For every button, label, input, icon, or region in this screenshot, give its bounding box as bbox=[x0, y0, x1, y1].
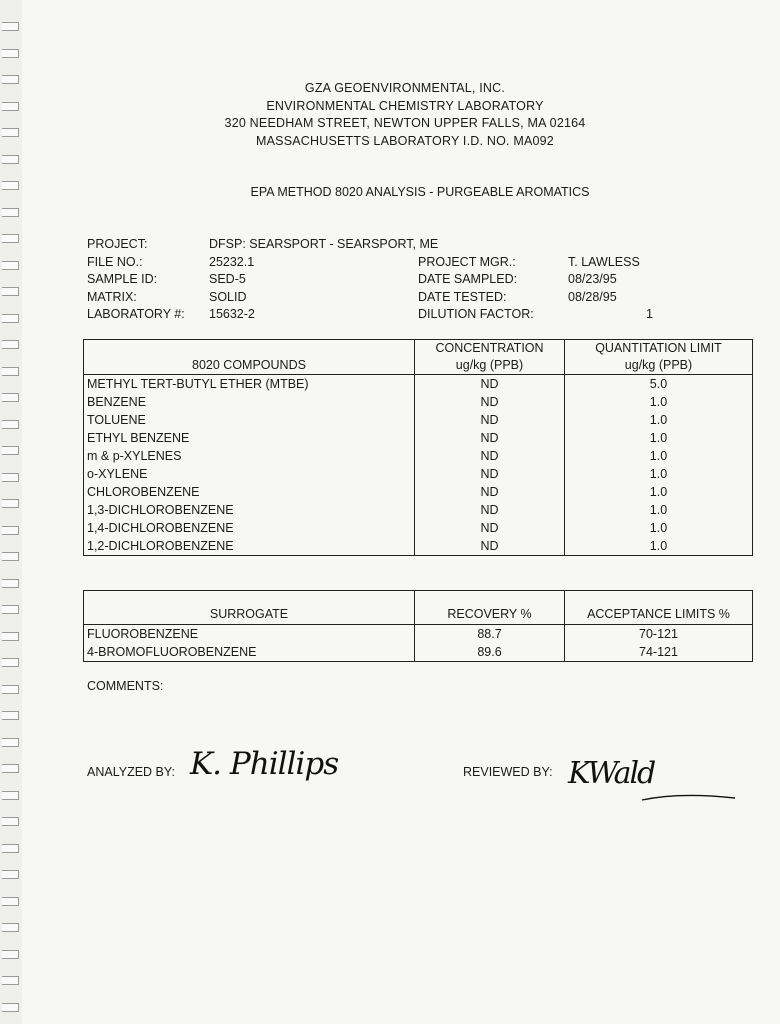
reviewed-by-label: REVIEWED BY: bbox=[463, 765, 553, 779]
matrix-label: MATRIX: bbox=[87, 289, 137, 304]
quantitation-value: 1.0 bbox=[565, 465, 753, 483]
table-row bbox=[84, 393, 753, 411]
reviewed-signature: KWald bbox=[568, 756, 655, 791]
table-row bbox=[84, 501, 753, 519]
compound-name: m & p-XYLENES bbox=[84, 447, 415, 465]
analyzed-by-label: ANALYZED BY: bbox=[87, 765, 175, 779]
compounds-header-row bbox=[84, 340, 753, 375]
quantitation-value: 1.0 bbox=[565, 483, 753, 501]
table-row bbox=[84, 411, 753, 429]
sample-value: SED-5 bbox=[209, 272, 246, 287]
table-row bbox=[84, 429, 753, 447]
table-row bbox=[84, 643, 753, 662]
sampled-value: 08/23/95 bbox=[568, 272, 617, 287]
compound-name: 1,3-DICHLOROBENZENE bbox=[84, 501, 415, 519]
table-row bbox=[84, 375, 753, 394]
acceptance-col-header: ACCEPTANCE LIMITS % bbox=[565, 591, 753, 625]
compound-name: ETHYL BENZENE bbox=[84, 429, 415, 447]
recovery-value: 88.7 bbox=[415, 625, 565, 644]
table-row bbox=[84, 447, 753, 465]
compound-name: 1,2-DICHLOROBENZENE bbox=[84, 537, 415, 556]
project-label: PROJECT: bbox=[87, 237, 148, 251]
report-header bbox=[0, 80, 780, 150]
signature-underline bbox=[640, 790, 740, 804]
table-row bbox=[84, 483, 753, 501]
quantitation-value: 1.0 bbox=[565, 501, 753, 519]
surrogate-col-header: SURROGATE bbox=[84, 591, 415, 625]
compound-name: TOLUENE bbox=[84, 411, 415, 429]
quantitation-value: 1.0 bbox=[565, 447, 753, 465]
compound-name: CHLOROBENZENE bbox=[84, 483, 415, 501]
table-row bbox=[84, 625, 753, 644]
concentration-value: ND bbox=[415, 483, 565, 501]
labno-value: 15632-2 bbox=[209, 307, 255, 322]
concentration-value: ND bbox=[415, 537, 565, 556]
sample-label: SAMPLE ID: bbox=[87, 272, 158, 287]
info-values-right bbox=[568, 254, 653, 324]
lab-id: MASSACHUSETTS LABORATORY I.D. NO. MA092 bbox=[256, 133, 554, 148]
surrogate-table bbox=[83, 590, 753, 662]
quantitation-value: 1.0 bbox=[565, 537, 753, 556]
file-label: FILE NO.: bbox=[87, 254, 143, 269]
method-title: EPA METHOD 8020 ANALYSIS - PURGEABLE AROMATICS bbox=[250, 185, 590, 199]
concentration-col-header: CONCENTRATION ug/kg (PPB) bbox=[415, 340, 565, 375]
acceptance-value: 70-121 bbox=[565, 625, 753, 644]
quantitation-value: 1.0 bbox=[565, 429, 753, 447]
concentration-value: ND bbox=[415, 447, 565, 465]
quantitation-value: 1.0 bbox=[565, 393, 753, 411]
info-labels-left bbox=[87, 236, 185, 324]
concentration-value: ND bbox=[415, 411, 565, 429]
recovery-col-header: RECOVERY % bbox=[415, 591, 565, 625]
matrix-value: SOLID bbox=[209, 289, 247, 304]
table-row bbox=[84, 465, 753, 483]
compound-name: 1,4-DICHLOROBENZENE bbox=[84, 519, 415, 537]
tested-label: DATE TESTED: bbox=[418, 289, 507, 304]
compounds-col-header: 8020 COMPOUNDS bbox=[84, 340, 415, 375]
labno-label: LABORATORY #: bbox=[87, 307, 185, 322]
compound-name: METHYL TERT-BUTYL ETHER (MTBE) bbox=[84, 375, 415, 394]
table-row bbox=[84, 519, 753, 537]
concentration-value: ND bbox=[415, 429, 565, 447]
surrogate-header-row bbox=[84, 591, 753, 625]
project-value: DFSP: SEARSPORT - SEARSPORT, ME bbox=[209, 237, 439, 251]
concentration-value: ND bbox=[415, 393, 565, 411]
surrogate-name: 4-BROMOFLUOROBENZENE bbox=[84, 643, 415, 662]
dilution-value: 1 bbox=[646, 307, 653, 322]
mgr-value: T. LAWLESS bbox=[568, 254, 640, 269]
company-name: GZA GEOENVIRONMENTAL, INC. bbox=[304, 81, 506, 95]
quantitation-col-header: QUANTITATION LIMIT ug/kg (PPB) bbox=[565, 340, 753, 375]
compound-name: o-XYLENE bbox=[84, 465, 415, 483]
tested-value: 08/28/95 bbox=[568, 289, 617, 304]
quantitation-value: 1.0 bbox=[565, 411, 753, 429]
concentration-value: ND bbox=[415, 465, 565, 483]
recovery-value: 89.6 bbox=[415, 643, 565, 662]
acceptance-value: 74-121 bbox=[565, 643, 753, 662]
lab-address: 320 NEEDHAM STREET, NEWTON UPPER FALLS, MA 02164 bbox=[224, 116, 586, 130]
table-row bbox=[84, 537, 753, 556]
concentration-value: ND bbox=[415, 375, 565, 394]
dilution-label: DILUTION FACTOR: bbox=[418, 307, 534, 322]
concentration-value: ND bbox=[415, 501, 565, 519]
sampled-label: DATE SAMPLED: bbox=[418, 272, 518, 287]
analyzed-signature: K. Phillips bbox=[190, 746, 339, 782]
mgr-label: PROJECT MGR.: bbox=[418, 254, 516, 269]
lab-name: ENVIRONMENTAL CHEMISTRY LABORATORY bbox=[266, 98, 544, 113]
info-values-left bbox=[209, 236, 438, 324]
comments-label: COMMENTS: bbox=[87, 679, 164, 693]
surrogate-name: FLUOROBENZENE bbox=[84, 625, 415, 644]
compounds-table bbox=[83, 339, 753, 556]
concentration-value: ND bbox=[415, 519, 565, 537]
compound-name: BENZENE bbox=[84, 393, 415, 411]
quantitation-value: 5.0 bbox=[565, 375, 753, 394]
file-value: 25232.1 bbox=[209, 254, 255, 269]
quantitation-value: 1.0 bbox=[565, 519, 753, 537]
info-labels-right bbox=[418, 254, 534, 324]
